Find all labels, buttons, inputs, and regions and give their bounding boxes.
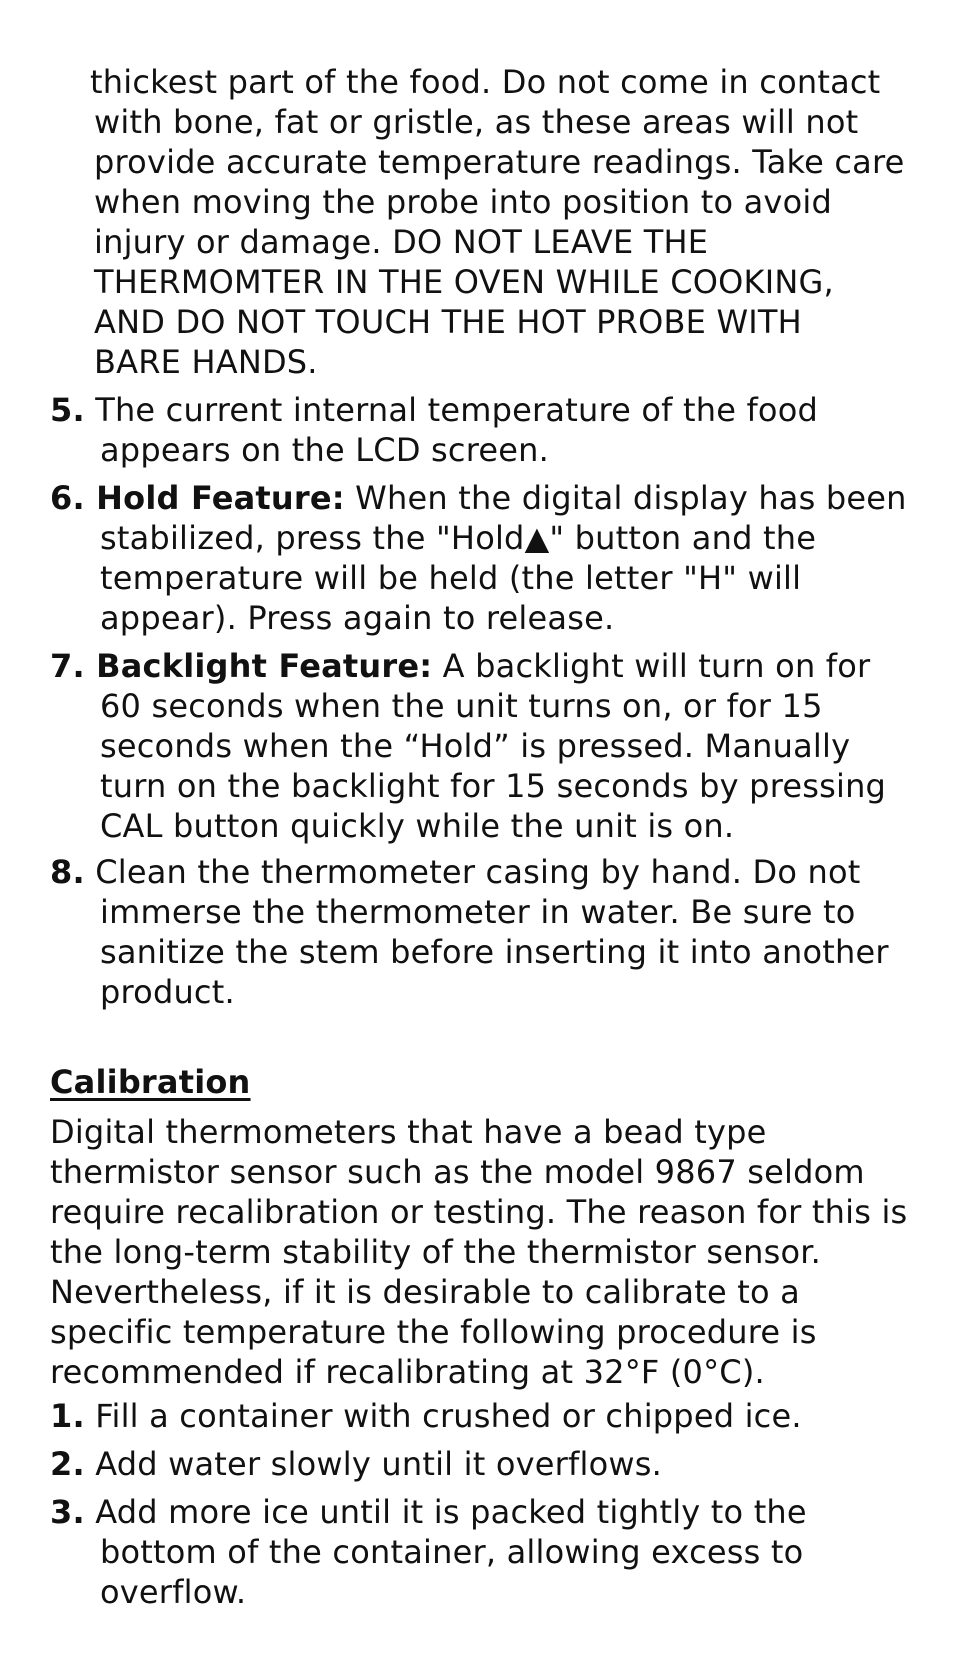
text-line: stabilized, press the "Hold▲" button and the	[100, 519, 817, 557]
step-number: 3.	[50, 1493, 85, 1531]
text-line: seconds when the “Hold” is pressed. Manually	[100, 727, 851, 765]
step-text: The current internal temperature of the food	[84, 391, 818, 429]
text-line: temperature will be held (the letter "H" will	[100, 559, 802, 597]
text-line: bottom of the container, allowing excess to	[100, 1533, 804, 1571]
text-line: BARE HANDS.	[94, 343, 318, 381]
step-7	[50, 646, 930, 846]
step-label: Backlight Feature:	[84, 647, 433, 685]
text-line: specific temperature the following procedure is	[50, 1313, 817, 1351]
text-line: Digital thermometers that have a bead type	[50, 1113, 767, 1151]
step-text: Add more ice until it is packed tightly to the	[84, 1493, 807, 1531]
step-text: Clean the thermometer casing by hand. Do not	[84, 853, 861, 891]
text-line: immerse the thermometer in water. Be sure to	[100, 893, 856, 931]
text-line: thermistor sensor such as the model 9867 seldom	[50, 1153, 865, 1191]
calibration-heading: Calibration	[50, 1063, 251, 1101]
text-line: the long-term stability of the thermistor sensor.	[50, 1233, 822, 1271]
step-number: 2.	[50, 1445, 85, 1483]
text-line: appears on the LCD screen.	[100, 431, 549, 469]
text-line: product.	[100, 973, 235, 1011]
text-line: thickest part of the food. Do not come in contact	[90, 63, 881, 101]
text-line: when moving the probe into position to avoid	[94, 183, 832, 221]
text-line: CAL button quickly while the unit is on.	[100, 807, 735, 845]
text-line: provide accurate temperature readings. Take care	[94, 143, 905, 181]
step-text: When the digital display has been	[344, 479, 907, 517]
step-number: 5.	[50, 391, 85, 429]
step-number: 8.	[50, 853, 85, 891]
calibration-step-3	[50, 1492, 930, 1612]
text-line: injury or damage. DO NOT LEAVE THE	[94, 223, 709, 261]
text-line: 60 seconds when the unit turns on, or for 15	[100, 687, 823, 725]
step-4-continuation	[90, 62, 934, 382]
text-line: AND DO NOT TOUCH THE HOT PROBE WITH	[94, 303, 802, 341]
text-line: THERMOMTER IN THE OVEN WHILE COOKING,	[94, 263, 834, 301]
text-line: appear). Press again to release.	[100, 599, 615, 637]
text-line: overflow.	[100, 1573, 247, 1611]
step-6	[50, 478, 930, 638]
step-number: 6.	[50, 479, 85, 517]
text-line: recommended if recalibrating at 32°F (0°C).	[50, 1353, 765, 1391]
step-number: 7.	[50, 647, 85, 685]
text-line: require recalibration or testing. The reason for this is	[50, 1193, 908, 1231]
step-number: 1.	[50, 1397, 85, 1435]
calibration-step-1	[50, 1396, 930, 1436]
text-line: turn on the backlight for 15 seconds by pressing	[100, 767, 887, 805]
text-line: Nevertheless, if it is desirable to calibrate to a	[50, 1273, 800, 1311]
calibration-paragraph	[50, 1112, 940, 1392]
text-line: with bone, fat or gristle, as these areas will not	[94, 103, 859, 141]
calibration-step-2	[50, 1444, 930, 1484]
step-5	[50, 390, 930, 470]
step-text: Add water slowly until it overflows.	[84, 1445, 662, 1483]
text-line: sanitize the stem before inserting it into another	[100, 933, 889, 971]
step-label: Hold Feature:	[84, 479, 345, 517]
step-text: A backlight will turn on for	[432, 647, 871, 685]
step-text: Fill a container with crushed or chipped ice.	[84, 1397, 802, 1435]
step-8	[50, 852, 930, 1012]
